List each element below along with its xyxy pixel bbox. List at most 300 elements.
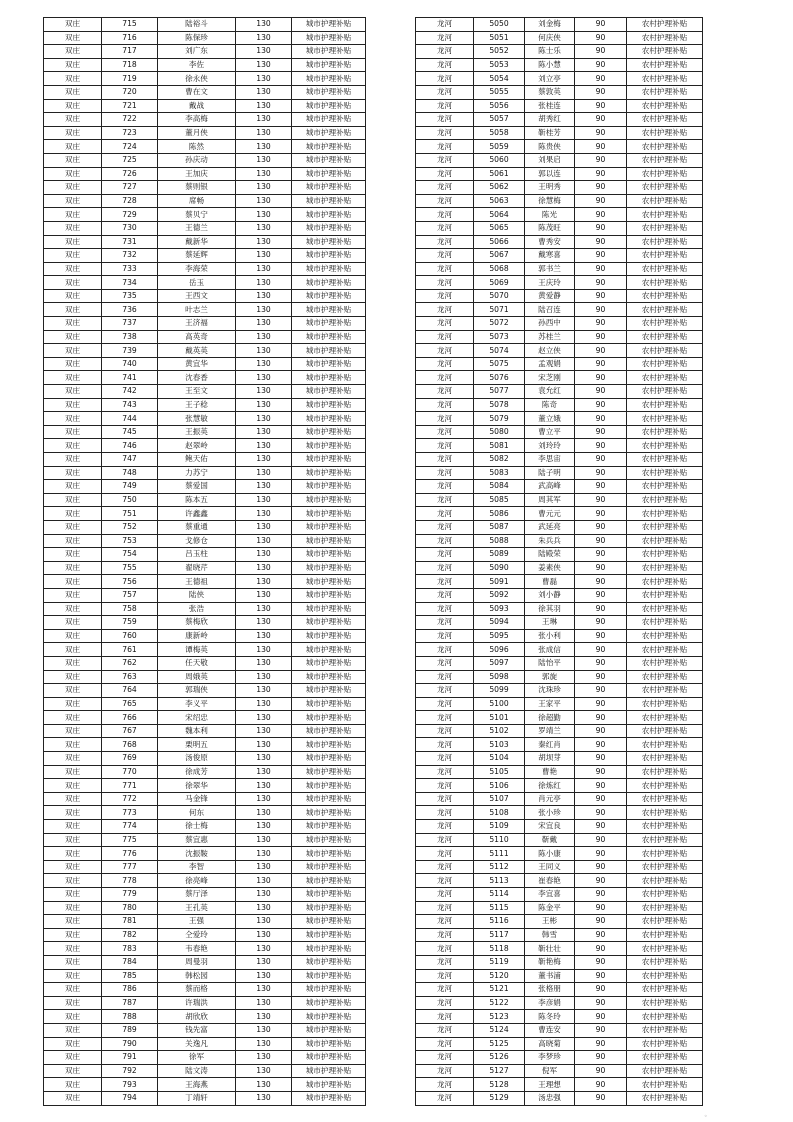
name-cell: 曹元元 (525, 507, 575, 521)
amount-cell: 90 (575, 1064, 627, 1078)
type-cell: 农村护理补贴 (627, 888, 703, 902)
name-cell: 王庆玲 (525, 276, 575, 290)
name-cell: 李佐 (158, 58, 236, 72)
type-cell: 城市护理补贴 (292, 534, 366, 548)
name-cell: 韦春艳 (158, 942, 236, 956)
name-cell: 高晓菊 (525, 1037, 575, 1051)
town-cell: 龙河 (416, 548, 474, 562)
amount-cell: 130 (236, 289, 292, 303)
table-row (416, 548, 703, 562)
name-cell: 黄爱静 (525, 289, 575, 303)
town-cell: 龙河 (416, 1064, 474, 1078)
town-cell: 龙河 (416, 289, 474, 303)
table-row (44, 996, 366, 1010)
table-row (416, 779, 703, 793)
town-cell: 双庄 (44, 1037, 102, 1051)
amount-cell: 90 (575, 955, 627, 969)
serial-cell: 787 (102, 996, 158, 1010)
serial-cell: 745 (102, 425, 158, 439)
amount-cell: 130 (236, 792, 292, 806)
town-cell: 双庄 (44, 344, 102, 358)
type-cell: 农村护理补贴 (627, 874, 703, 888)
amount-cell: 90 (575, 616, 627, 630)
amount-cell: 90 (575, 31, 627, 45)
type-cell: 城市护理补贴 (292, 439, 366, 453)
town-cell: 龙河 (416, 928, 474, 942)
serial-cell: 759 (102, 616, 158, 630)
serial-cell: 718 (102, 58, 158, 72)
type-cell: 农村护理补贴 (627, 901, 703, 915)
serial-cell: 763 (102, 670, 158, 684)
table-row (44, 779, 366, 793)
serial-cell: 5107 (474, 792, 525, 806)
amount-cell: 90 (575, 847, 627, 861)
serial-cell: 731 (102, 235, 158, 249)
town-cell: 双庄 (44, 317, 102, 331)
type-cell: 城市护理补贴 (292, 1091, 366, 1105)
name-cell: 陈冬玲 (525, 1010, 575, 1024)
name-cell: 张浩 (158, 602, 236, 616)
table-row (44, 847, 366, 861)
type-cell: 城市护理补贴 (292, 181, 366, 195)
table-row (416, 520, 703, 534)
type-cell: 农村护理补贴 (627, 208, 703, 222)
amount-cell: 130 (236, 249, 292, 263)
serial-cell: 750 (102, 493, 158, 507)
name-cell: 王德祖 (158, 575, 236, 589)
amount-cell: 130 (236, 602, 292, 616)
town-cell: 龙河 (416, 439, 474, 453)
serial-cell: 793 (102, 1078, 158, 1092)
type-cell: 城市护理补贴 (292, 371, 366, 385)
serial-cell: 5103 (474, 738, 525, 752)
amount-cell: 90 (575, 45, 627, 59)
town-cell: 双庄 (44, 194, 102, 208)
name-cell: 郭旋 (525, 670, 575, 684)
name-cell: 刘小静 (525, 588, 575, 602)
type-cell: 农村护理补贴 (627, 181, 703, 195)
serial-cell: 5075 (474, 357, 525, 371)
serial-cell: 5102 (474, 724, 525, 738)
name-cell: 吕玉柱 (158, 548, 236, 562)
amount-cell: 130 (236, 262, 292, 276)
table-row (416, 181, 703, 195)
name-cell: 李海荣 (158, 262, 236, 276)
town-cell: 双庄 (44, 656, 102, 670)
amount-cell: 90 (575, 153, 627, 167)
serial-cell: 773 (102, 806, 158, 820)
table-row (416, 629, 703, 643)
table-row (44, 357, 366, 371)
type-cell: 城市护理补贴 (292, 85, 366, 99)
serial-cell: 5116 (474, 915, 525, 929)
table-row (44, 18, 366, 32)
amount-cell: 130 (236, 575, 292, 589)
table-row (416, 969, 703, 983)
table-row (416, 901, 703, 915)
name-cell: 宋宜良 (525, 820, 575, 834)
serial-cell: 743 (102, 398, 158, 412)
name-cell: 力苏宁 (158, 466, 236, 480)
serial-cell: 5087 (474, 520, 525, 534)
type-cell: 农村护理补贴 (627, 221, 703, 235)
amount-cell: 130 (236, 99, 292, 113)
table-row (44, 262, 366, 276)
amount-cell: 130 (236, 113, 292, 127)
table-row (416, 439, 703, 453)
serial-cell: 5068 (474, 262, 525, 276)
type-cell: 城市护理补贴 (292, 425, 366, 439)
amount-cell: 90 (575, 928, 627, 942)
town-cell: 龙河 (416, 520, 474, 534)
amount-cell: 90 (575, 113, 627, 127)
serial-cell: 5088 (474, 534, 525, 548)
table-row (44, 140, 366, 154)
amount-cell: 90 (575, 126, 627, 140)
table-row (416, 724, 703, 738)
amount-cell: 90 (575, 235, 627, 249)
table-row (416, 820, 703, 834)
town-cell: 龙河 (416, 888, 474, 902)
town-cell: 双庄 (44, 548, 102, 562)
serial-cell: 5058 (474, 126, 525, 140)
table-row (44, 765, 366, 779)
town-cell: 双庄 (44, 629, 102, 643)
amount-cell: 90 (575, 398, 627, 412)
serial-cell: 5070 (474, 289, 525, 303)
name-cell: 徐翠华 (158, 779, 236, 793)
serial-cell: 788 (102, 1010, 158, 1024)
name-cell: 张格朋 (525, 983, 575, 997)
town-cell: 龙河 (416, 1091, 474, 1105)
town-cell: 龙河 (416, 140, 474, 154)
amount-cell: 130 (236, 317, 292, 331)
town-cell: 龙河 (416, 167, 474, 181)
serial-cell: 782 (102, 928, 158, 942)
town-cell: 双庄 (44, 412, 102, 426)
serial-cell: 751 (102, 507, 158, 521)
serial-cell: 5089 (474, 548, 525, 562)
town-cell: 双庄 (44, 779, 102, 793)
table-row (44, 656, 366, 670)
table-row (416, 711, 703, 725)
town-cell: 双庄 (44, 534, 102, 548)
serial-cell: 720 (102, 85, 158, 99)
town-cell: 双庄 (44, 1078, 102, 1092)
name-cell: 蔡而格 (158, 983, 236, 997)
amount-cell: 90 (575, 874, 627, 888)
name-cell: 马金锋 (158, 792, 236, 806)
type-cell: 城市护理补贴 (292, 385, 366, 399)
table-row (44, 85, 366, 99)
name-cell: 周曼羽 (158, 955, 236, 969)
amount-cell: 90 (575, 1023, 627, 1037)
name-cell: 陈保珍 (158, 31, 236, 45)
table-row (44, 72, 366, 86)
type-cell: 农村护理补贴 (627, 425, 703, 439)
table-row (44, 439, 366, 453)
corner-mark: ◦ (704, 1113, 708, 1120)
name-cell: 蔡爱国 (158, 480, 236, 494)
amount-cell: 90 (575, 643, 627, 657)
type-cell: 农村护理补贴 (627, 235, 703, 249)
name-cell: 鲍天佑 (158, 453, 236, 467)
amount-cell: 90 (575, 140, 627, 154)
serial-cell: 785 (102, 969, 158, 983)
type-cell: 城市护理补贴 (292, 684, 366, 698)
town-cell: 龙河 (416, 820, 474, 834)
town-cell: 双庄 (44, 1010, 102, 1024)
town-cell: 双庄 (44, 167, 102, 181)
type-cell: 农村护理补贴 (627, 480, 703, 494)
amount-cell: 90 (575, 534, 627, 548)
name-cell: 倪军 (525, 1064, 575, 1078)
table-row (44, 480, 366, 494)
type-cell: 城市护理补贴 (292, 1051, 366, 1065)
name-cell: 关逸凡 (158, 1037, 236, 1051)
serial-cell: 5118 (474, 942, 525, 956)
name-cell: 李思宙 (525, 453, 575, 467)
name-cell: 靳桂芳 (525, 126, 575, 140)
amount-cell: 130 (236, 371, 292, 385)
town-cell: 龙河 (416, 317, 474, 331)
amount-cell: 90 (575, 72, 627, 86)
serial-cell: 740 (102, 357, 158, 371)
town-cell: 龙河 (416, 616, 474, 630)
table-row (416, 765, 703, 779)
type-cell: 城市护理补贴 (292, 711, 366, 725)
name-cell: 靳艳梅 (525, 955, 575, 969)
amount-cell: 130 (236, 385, 292, 399)
type-cell: 城市护理补贴 (292, 983, 366, 997)
table-row (416, 942, 703, 956)
type-cell: 农村护理补贴 (627, 344, 703, 358)
name-cell: 栗明五 (158, 738, 236, 752)
town-cell: 双庄 (44, 113, 102, 127)
serial-cell: 5064 (474, 208, 525, 222)
table-row (44, 167, 366, 181)
serial-cell: 767 (102, 724, 158, 738)
type-cell: 农村护理补贴 (627, 194, 703, 208)
table-row (416, 453, 703, 467)
serial-cell: 774 (102, 820, 158, 834)
table-row (44, 955, 366, 969)
name-cell: 王至文 (158, 385, 236, 399)
amount-cell: 130 (236, 412, 292, 426)
table-row (416, 1023, 703, 1037)
type-cell: 城市护理补贴 (292, 955, 366, 969)
type-cell: 农村护理补贴 (627, 534, 703, 548)
name-cell: 席畅 (158, 194, 236, 208)
table-row (416, 752, 703, 766)
type-cell: 城市护理补贴 (292, 616, 366, 630)
amount-cell: 130 (236, 969, 292, 983)
amount-cell: 130 (236, 1010, 292, 1024)
name-cell: 戈修仓 (158, 534, 236, 548)
amount-cell: 90 (575, 1091, 627, 1105)
name-cell: 武高峰 (525, 480, 575, 494)
table-row (416, 235, 703, 249)
type-cell: 城市护理补贴 (292, 928, 366, 942)
amount-cell: 90 (575, 915, 627, 929)
table-row (416, 113, 703, 127)
serial-cell: 722 (102, 113, 158, 127)
table-row (44, 344, 366, 358)
name-cell: 戴英英 (158, 344, 236, 358)
amount-cell: 90 (575, 453, 627, 467)
name-cell: 陈光 (525, 208, 575, 222)
type-cell: 农村护理补贴 (627, 72, 703, 86)
name-cell: 陆召连 (525, 303, 575, 317)
town-cell: 龙河 (416, 330, 474, 344)
amount-cell: 90 (575, 249, 627, 263)
type-cell: 城市护理补贴 (292, 18, 366, 32)
town-cell: 龙河 (416, 113, 474, 127)
name-cell: 李梦珍 (525, 1051, 575, 1065)
serial-cell: 5081 (474, 439, 525, 453)
serial-cell: 5092 (474, 588, 525, 602)
amount-cell: 90 (575, 983, 627, 997)
name-cell: 宋绍忠 (158, 711, 236, 725)
name-cell: 何东 (158, 806, 236, 820)
name-cell: 宋芝刚 (525, 371, 575, 385)
table-row (416, 99, 703, 113)
amount-cell: 130 (236, 643, 292, 657)
type-cell: 农村护理补贴 (627, 724, 703, 738)
table-row (44, 31, 366, 45)
name-cell: 李义平 (158, 697, 236, 711)
town-cell: 龙河 (416, 1023, 474, 1037)
table-row (416, 983, 703, 997)
town-cell: 龙河 (416, 711, 474, 725)
type-cell: 城市护理补贴 (292, 779, 366, 793)
amount-cell: 90 (575, 656, 627, 670)
amount-cell: 90 (575, 181, 627, 195)
town-cell: 双庄 (44, 99, 102, 113)
name-cell: 戴战 (158, 99, 236, 113)
serial-cell: 776 (102, 847, 158, 861)
town-cell: 双庄 (44, 1091, 102, 1105)
table-row (44, 643, 366, 657)
town-cell: 龙河 (416, 194, 474, 208)
type-cell: 农村护理补贴 (627, 996, 703, 1010)
type-cell: 城市护理补贴 (292, 140, 366, 154)
serial-cell: 757 (102, 588, 158, 602)
amount-cell: 90 (575, 385, 627, 399)
type-cell: 农村护理补贴 (627, 643, 703, 657)
type-cell: 城市护理补贴 (292, 847, 366, 861)
serial-cell: 5100 (474, 697, 525, 711)
type-cell: 城市护理补贴 (292, 1078, 366, 1092)
type-cell: 农村护理补贴 (627, 1010, 703, 1024)
serial-cell: 794 (102, 1091, 158, 1105)
type-cell: 农村护理补贴 (627, 561, 703, 575)
serial-cell: 5083 (474, 466, 525, 480)
table-row (416, 955, 703, 969)
amount-cell: 90 (575, 901, 627, 915)
table-row (416, 262, 703, 276)
table-row (416, 412, 703, 426)
town-cell: 龙河 (416, 398, 474, 412)
name-cell: 陆子明 (525, 466, 575, 480)
serial-cell: 729 (102, 208, 158, 222)
table-row (44, 928, 366, 942)
amount-cell: 130 (236, 656, 292, 670)
name-cell: 蔡贝宁 (158, 208, 236, 222)
serial-cell: 5082 (474, 453, 525, 467)
amount-cell: 90 (575, 208, 627, 222)
amount-cell: 130 (236, 1064, 292, 1078)
amount-cell: 90 (575, 194, 627, 208)
type-cell: 农村护理补贴 (627, 969, 703, 983)
serial-cell: 772 (102, 792, 158, 806)
town-cell: 龙河 (416, 765, 474, 779)
town-cell: 龙河 (416, 357, 474, 371)
amount-cell: 90 (575, 425, 627, 439)
type-cell: 农村护理补贴 (627, 955, 703, 969)
type-cell: 农村护理补贴 (627, 847, 703, 861)
table-row (416, 1051, 703, 1065)
serial-cell: 760 (102, 629, 158, 643)
name-cell: 张成信 (525, 643, 575, 657)
amount-cell: 130 (236, 493, 292, 507)
name-cell: 李智 (158, 860, 236, 874)
town-cell: 龙河 (416, 385, 474, 399)
amount-cell: 90 (575, 711, 627, 725)
serial-cell: 5117 (474, 928, 525, 942)
amount-cell: 90 (575, 738, 627, 752)
serial-cell: 730 (102, 221, 158, 235)
table-row (416, 493, 703, 507)
right-table (415, 17, 703, 1106)
serial-cell: 5124 (474, 1023, 525, 1037)
serial-cell: 728 (102, 194, 158, 208)
table-row (44, 874, 366, 888)
town-cell: 双庄 (44, 643, 102, 657)
serial-cell: 784 (102, 955, 158, 969)
amount-cell: 90 (575, 221, 627, 235)
serial-cell: 756 (102, 575, 158, 589)
town-cell: 双庄 (44, 915, 102, 929)
type-cell: 农村护理补贴 (627, 1091, 703, 1105)
type-cell: 农村护理补贴 (627, 1064, 703, 1078)
type-cell: 农村护理补贴 (627, 126, 703, 140)
amount-cell: 90 (575, 167, 627, 181)
serial-cell: 771 (102, 779, 158, 793)
town-cell: 双庄 (44, 942, 102, 956)
type-cell: 农村护理补贴 (627, 575, 703, 589)
amount-cell: 90 (575, 996, 627, 1010)
name-cell: 蔡则银 (158, 181, 236, 195)
table-row (44, 58, 366, 72)
amount-cell: 90 (575, 1051, 627, 1065)
type-cell: 农村护理补贴 (627, 453, 703, 467)
town-cell: 双庄 (44, 1051, 102, 1065)
town-cell: 龙河 (416, 303, 474, 317)
type-cell: 城市护理补贴 (292, 901, 366, 915)
name-cell: 李宜喜 (525, 888, 575, 902)
amount-cell: 130 (236, 85, 292, 99)
table-row (416, 602, 703, 616)
amount-cell: 90 (575, 575, 627, 589)
amount-cell: 90 (575, 1037, 627, 1051)
type-cell: 农村护理补贴 (627, 833, 703, 847)
name-cell: 赵翠岭 (158, 439, 236, 453)
table-row (416, 425, 703, 439)
name-cell: 陆裕斗 (158, 18, 236, 32)
town-cell: 双庄 (44, 85, 102, 99)
table-row (44, 398, 366, 412)
